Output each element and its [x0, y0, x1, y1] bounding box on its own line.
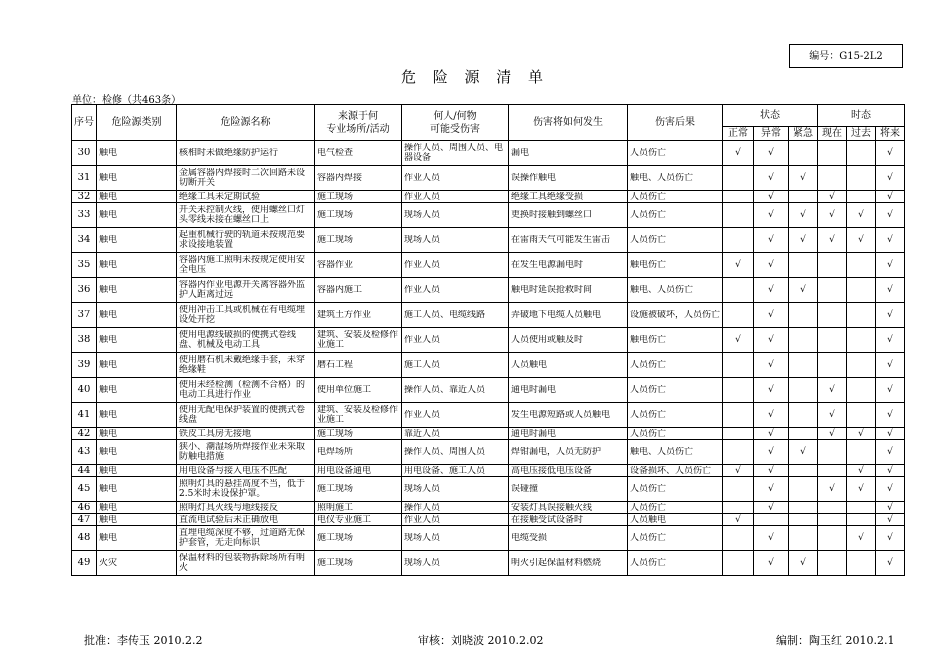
table-row — [72, 403, 905, 428]
check-mark: √ — [887, 210, 893, 220]
row-who: 作业人员 — [404, 335, 441, 345]
row-source: 建筑土方作业 — [317, 310, 372, 320]
row-hazard-name: 使用磨石机未戴绝缘手套，未穿绝缘鞋 — [179, 355, 306, 375]
check-mark: √ — [768, 410, 774, 420]
row-how: 在接触受试设备时 — [511, 514, 584, 525]
header-no: 序号 — [72, 105, 97, 141]
row-result: 人员伤亡 — [630, 235, 667, 245]
header-state: 状态 — [723, 105, 818, 127]
row-source: 用电设备通电 — [317, 465, 372, 476]
check-mark: √ — [768, 385, 774, 395]
row-result: 触电伤亡 — [630, 260, 667, 270]
row-no: 48 — [77, 533, 91, 543]
row-no: 40 — [77, 385, 91, 395]
check-mark: √ — [858, 428, 864, 439]
row-result: 人员伤亡 — [630, 385, 667, 395]
row-category: 触电 — [99, 210, 118, 220]
header-state-normal: 正常 — [723, 127, 754, 141]
check-mark: √ — [768, 210, 774, 220]
row-category: 触电 — [99, 502, 118, 513]
row-how: 误碰撞 — [511, 484, 539, 494]
check-mark: √ — [735, 335, 741, 345]
row-hazard-name: 金属容器内焊接时二次回路未设切断开关 — [179, 168, 306, 188]
row-source: 施工现场 — [317, 484, 354, 494]
row-source: 施工现场 — [317, 235, 354, 245]
row-category: 触电 — [99, 484, 118, 494]
check-mark: √ — [768, 173, 774, 183]
table-row — [72, 228, 905, 253]
check-mark: √ — [800, 447, 806, 457]
check-mark: √ — [829, 210, 835, 220]
check-mark: √ — [735, 148, 741, 158]
row-who: 作业人员 — [404, 285, 441, 295]
table-row — [72, 465, 905, 477]
check-mark: √ — [768, 465, 774, 476]
table-body — [72, 141, 905, 576]
row-result: 人员伤亡 — [630, 360, 667, 370]
check-mark: √ — [768, 447, 774, 457]
header-tense-future: 将来 — [876, 127, 905, 141]
row-category: 火灾 — [99, 558, 118, 568]
row-category: 触电 — [99, 173, 118, 183]
header-tense: 时态 — [818, 105, 905, 127]
row-no: 37 — [77, 310, 91, 320]
check-mark: √ — [829, 385, 835, 395]
row-no: 41 — [77, 410, 91, 420]
check-mark: √ — [887, 385, 893, 395]
row-result: 触电、人员伤亡 — [630, 447, 694, 457]
row-hazard-name: 照明灯具的悬挂高度不当，低于2.5米时未设保护罩。 — [179, 479, 306, 499]
check-mark: √ — [887, 335, 893, 345]
table-row — [72, 526, 905, 551]
check-mark: √ — [768, 360, 774, 370]
check-mark: √ — [800, 235, 806, 245]
check-mark: √ — [887, 148, 893, 158]
row-source: 电仪专业施工 — [317, 514, 372, 525]
check-mark: √ — [887, 484, 893, 494]
row-how: 发生电源短路或人员触电 — [511, 410, 611, 420]
check-mark: √ — [887, 360, 893, 370]
check-mark: √ — [858, 210, 864, 220]
table-row — [72, 328, 905, 353]
row-hazard-name: 直流电试验后未正确放电 — [179, 514, 279, 525]
row-source: 施工现场 — [317, 428, 354, 439]
row-who: 现场人员 — [404, 484, 441, 494]
row-how: 通电时漏电 — [511, 385, 557, 395]
row-source: 容器作业 — [317, 260, 354, 270]
row-how: 人员使用或触及时 — [511, 335, 584, 345]
check-mark: √ — [829, 191, 835, 202]
check-mark: √ — [887, 447, 893, 457]
check-mark: √ — [800, 558, 806, 568]
check-mark: √ — [768, 235, 774, 245]
row-result: 触电、人员伤亡 — [630, 173, 694, 183]
row-category: 触电 — [99, 465, 118, 476]
row-who: 操作人员、周围人员、电器设备 — [404, 143, 504, 163]
row-source: 建筑、安装及检修作业施工 — [317, 330, 399, 350]
table-row — [72, 203, 905, 228]
check-mark: √ — [800, 210, 806, 220]
table-row — [72, 303, 905, 328]
row-who: 操作人员 — [404, 502, 441, 513]
header-name: 危险源名称 — [177, 105, 315, 141]
check-mark: √ — [858, 235, 864, 245]
row-result: 人员伤亡 — [630, 191, 667, 202]
row-who: 现场人员 — [404, 558, 441, 568]
header-result: 伤害后果 — [628, 105, 723, 141]
row-who: 作业人员 — [404, 410, 441, 420]
check-mark: √ — [887, 191, 893, 202]
row-category: 触电 — [99, 310, 118, 320]
row-no: 34 — [77, 235, 91, 245]
row-no: 32 — [77, 191, 91, 202]
check-mark: √ — [735, 514, 741, 525]
check-mark: √ — [887, 235, 893, 245]
row-category: 触电 — [99, 235, 118, 245]
row-result: 人员伤亡 — [630, 558, 667, 568]
row-source: 施工现场 — [317, 210, 354, 220]
row-hazard-name: 容器内作业电源开关离容器外监护人距离过远 — [179, 280, 306, 300]
unit-line: 单位：检修（共463条） — [72, 95, 182, 106]
row-result: 人员伤亡 — [630, 484, 667, 494]
check-mark: √ — [887, 428, 893, 439]
table-row — [72, 353, 905, 378]
review-signature: 审核：刘晓波 2010.2.02 — [418, 634, 544, 647]
table-row — [72, 278, 905, 303]
check-mark: √ — [768, 533, 774, 543]
row-who: 作业人员 — [404, 514, 441, 525]
row-no: 45 — [77, 484, 91, 494]
row-category: 触电 — [99, 285, 118, 295]
check-mark: √ — [887, 514, 893, 525]
check-mark: √ — [800, 173, 806, 183]
row-how: 高电压接低电压设备 — [511, 465, 593, 476]
row-no: 30 — [77, 148, 91, 158]
row-hazard-name: 使用无配电保护装置的便携式卷线盘 — [179, 405, 306, 425]
row-how: 弄破地下电缆人员触电 — [511, 310, 602, 320]
table-row — [72, 514, 905, 526]
check-mark: √ — [829, 484, 835, 494]
row-no: 38 — [77, 335, 91, 345]
row-how: 通电时漏电 — [511, 428, 557, 439]
row-how: 焊钳漏电，人员无防护 — [511, 447, 602, 457]
row-hazard-name: 使用电源线破损的便携式卷线盘、机械及电动工具 — [179, 330, 297, 350]
check-mark: √ — [768, 310, 774, 320]
row-who: 施工人员、电缆线路 — [404, 310, 486, 320]
check-mark: √ — [858, 484, 864, 494]
table-row — [72, 502, 905, 514]
table-row — [72, 477, 905, 502]
row-category: 触电 — [99, 360, 118, 370]
check-mark: √ — [858, 465, 864, 476]
row-category: 触电 — [99, 385, 118, 395]
row-source: 磨石工程 — [317, 360, 354, 370]
row-result: 触电伤亡 — [630, 335, 667, 345]
row-who: 用电设备、施工人员 — [404, 465, 486, 476]
row-result: 人员伤亡 — [630, 502, 667, 513]
row-source: 电气检查 — [317, 148, 354, 158]
header-state-emergency: 紧急 — [789, 127, 818, 141]
check-mark: √ — [768, 502, 774, 513]
row-source: 容器内施工 — [317, 285, 363, 295]
row-no: 46 — [77, 502, 91, 513]
approve-signature: 批准：李传玉 2010.2.2 — [84, 634, 203, 647]
row-who: 操作人员、周围人员 — [404, 447, 486, 457]
check-mark: √ — [887, 285, 893, 295]
document-title: 危 险 源 清 单 — [400, 68, 550, 86]
row-hazard-name: 使用未经检测（检测不合格）的电动工具进行作业 — [179, 380, 306, 400]
row-how: 更换时接触到螺丝口 — [511, 210, 593, 220]
row-source: 照明施工 — [317, 502, 354, 513]
row-how: 电缆受损 — [511, 533, 548, 543]
row-who: 作业人员 — [404, 173, 441, 183]
row-how: 明火引起保温材料燃烧 — [511, 558, 602, 568]
row-hazard-name: 核相时未做绝缘防护运行 — [179, 148, 279, 158]
header-how: 伤害将如何发生 — [509, 105, 628, 141]
header-source: 来源于何 专业场所/活动 — [315, 105, 402, 141]
check-mark: √ — [768, 335, 774, 345]
check-mark: √ — [768, 285, 774, 295]
check-mark: √ — [768, 148, 774, 158]
header-tense-past: 过去 — [847, 127, 876, 141]
row-source: 施工现场 — [317, 191, 354, 202]
row-who: 施工人员 — [404, 360, 441, 370]
row-category: 触电 — [99, 533, 118, 543]
row-result: 人员伤亡 — [630, 410, 667, 420]
header-category: 危险源类别 — [97, 105, 177, 141]
row-how: 在雷雨天气可能发生雷击 — [511, 235, 611, 245]
row-hazard-name: 直埋电缆深度不够，过道路无保护套管，无走向标识 — [179, 528, 306, 548]
row-no: 31 — [77, 173, 91, 183]
header-tense-now: 现在 — [818, 127, 847, 141]
row-result: 设备损坏、人员伤亡 — [630, 465, 712, 476]
row-category: 触电 — [99, 447, 118, 457]
row-who: 作业人员 — [404, 191, 441, 202]
row-source: 施工现场 — [317, 558, 354, 568]
check-mark: √ — [735, 260, 741, 270]
table-row — [72, 440, 905, 465]
row-result: 人员伤亡 — [630, 428, 667, 439]
row-who: 靠近人员 — [404, 428, 441, 439]
check-mark: √ — [768, 558, 774, 568]
check-mark: √ — [887, 173, 893, 183]
row-how: 人员触电 — [511, 360, 548, 370]
table-row — [72, 428, 905, 440]
row-hazard-name: 狭小、潮湿场所焊接作业未采取防触电措施 — [179, 442, 306, 462]
check-mark: √ — [800, 285, 806, 295]
row-hazard-name: 铁皮工具房无接地 — [179, 428, 252, 439]
check-mark: √ — [858, 533, 864, 543]
check-mark: √ — [829, 428, 835, 439]
row-hazard-name: 使用冲击工具或机械在有电缆埋设处开挖 — [179, 305, 306, 325]
row-category: 触电 — [99, 260, 118, 270]
row-how: 误操作触电 — [511, 173, 557, 183]
check-mark: √ — [887, 260, 893, 270]
row-no: 47 — [77, 514, 91, 525]
row-hazard-name: 照明灯具火线与地线接反 — [179, 502, 279, 513]
check-mark: √ — [887, 533, 893, 543]
row-hazard-name: 容器内施工照明未按规定使用安全电压 — [179, 255, 306, 275]
row-no: 44 — [77, 465, 91, 476]
row-category: 触电 — [99, 148, 118, 158]
table-row — [72, 191, 905, 203]
hazard-table — [71, 104, 905, 576]
compile-signature: 编制：陶玉红 2010.2.1 — [776, 634, 895, 647]
row-how: 绝缘工具绝缘受损 — [511, 191, 584, 202]
table-row — [72, 253, 905, 278]
row-no: 42 — [77, 428, 91, 439]
row-no: 49 — [77, 558, 91, 568]
row-category: 触电 — [99, 514, 118, 525]
row-who: 现场人员 — [404, 210, 441, 220]
row-category: 触电 — [99, 191, 118, 202]
row-source: 容器内焊接 — [317, 173, 363, 183]
row-no: 36 — [77, 285, 91, 295]
row-no: 39 — [77, 360, 91, 370]
row-no: 43 — [77, 447, 91, 457]
row-hazard-name: 用电设备与接入电压不匹配 — [179, 465, 288, 476]
row-category: 触电 — [99, 410, 118, 420]
row-category: 触电 — [99, 428, 118, 439]
row-who: 作业人员 — [404, 260, 441, 270]
check-mark: √ — [768, 428, 774, 439]
header-state-abnormal: 异常 — [754, 127, 789, 141]
row-how: 触电时延误抢救时间 — [511, 285, 593, 295]
row-who: 现场人员 — [404, 533, 441, 543]
row-source: 建筑、安装及检修作业施工 — [317, 405, 399, 425]
row-result: 人员伤亡 — [630, 148, 667, 158]
table-row — [72, 378, 905, 403]
check-mark: √ — [887, 558, 893, 568]
row-how: 安装灯具误接触火线 — [511, 502, 593, 513]
row-source: 使用单位施工 — [317, 385, 372, 395]
row-result: 人员伤亡 — [630, 210, 667, 220]
check-mark: √ — [887, 410, 893, 420]
header-who: 何人/何物 可能受伤害 — [402, 105, 509, 141]
check-mark: √ — [887, 310, 893, 320]
row-source: 电焊场所 — [317, 447, 354, 457]
check-mark: √ — [768, 191, 774, 202]
row-no: 33 — [77, 210, 91, 220]
row-result: 触电、人员伤亡 — [630, 285, 694, 295]
row-hazard-name: 起重机械行驶的轨道未按规范要求设接地装置 — [179, 230, 306, 250]
document-code: 编号：G15-2L2 — [789, 44, 903, 68]
check-mark: √ — [768, 260, 774, 270]
row-how: 在发生电源漏电时 — [511, 260, 584, 270]
check-mark: √ — [829, 235, 835, 245]
row-result: 人员触电 — [630, 514, 667, 525]
row-hazard-name: 开关未控制火线，使用螺丝口灯头零线未接在螺丝口上 — [179, 205, 306, 225]
row-who: 操作人员、靠近人员 — [404, 385, 486, 395]
row-who: 现场人员 — [404, 235, 441, 245]
row-hazard-name: 绝缘工具未定期试验 — [179, 191, 261, 202]
check-mark: √ — [887, 465, 893, 476]
row-hazard-name: 保温材料的包装物拆除场所有明火 — [179, 553, 306, 573]
row-no: 35 — [77, 260, 91, 270]
row-category: 触电 — [99, 335, 118, 345]
row-result: 人员伤亡 — [630, 533, 667, 543]
row-result: 设施被破坏，人员伤亡 — [630, 310, 720, 320]
row-how: 漏电 — [511, 148, 530, 158]
row-source: 施工现场 — [317, 533, 354, 543]
check-mark: √ — [829, 410, 835, 420]
table-row — [72, 551, 905, 576]
table-row — [72, 166, 905, 191]
check-mark: √ — [887, 502, 893, 513]
table-row — [72, 141, 905, 166]
check-mark: √ — [735, 465, 741, 476]
check-mark: √ — [768, 484, 774, 494]
